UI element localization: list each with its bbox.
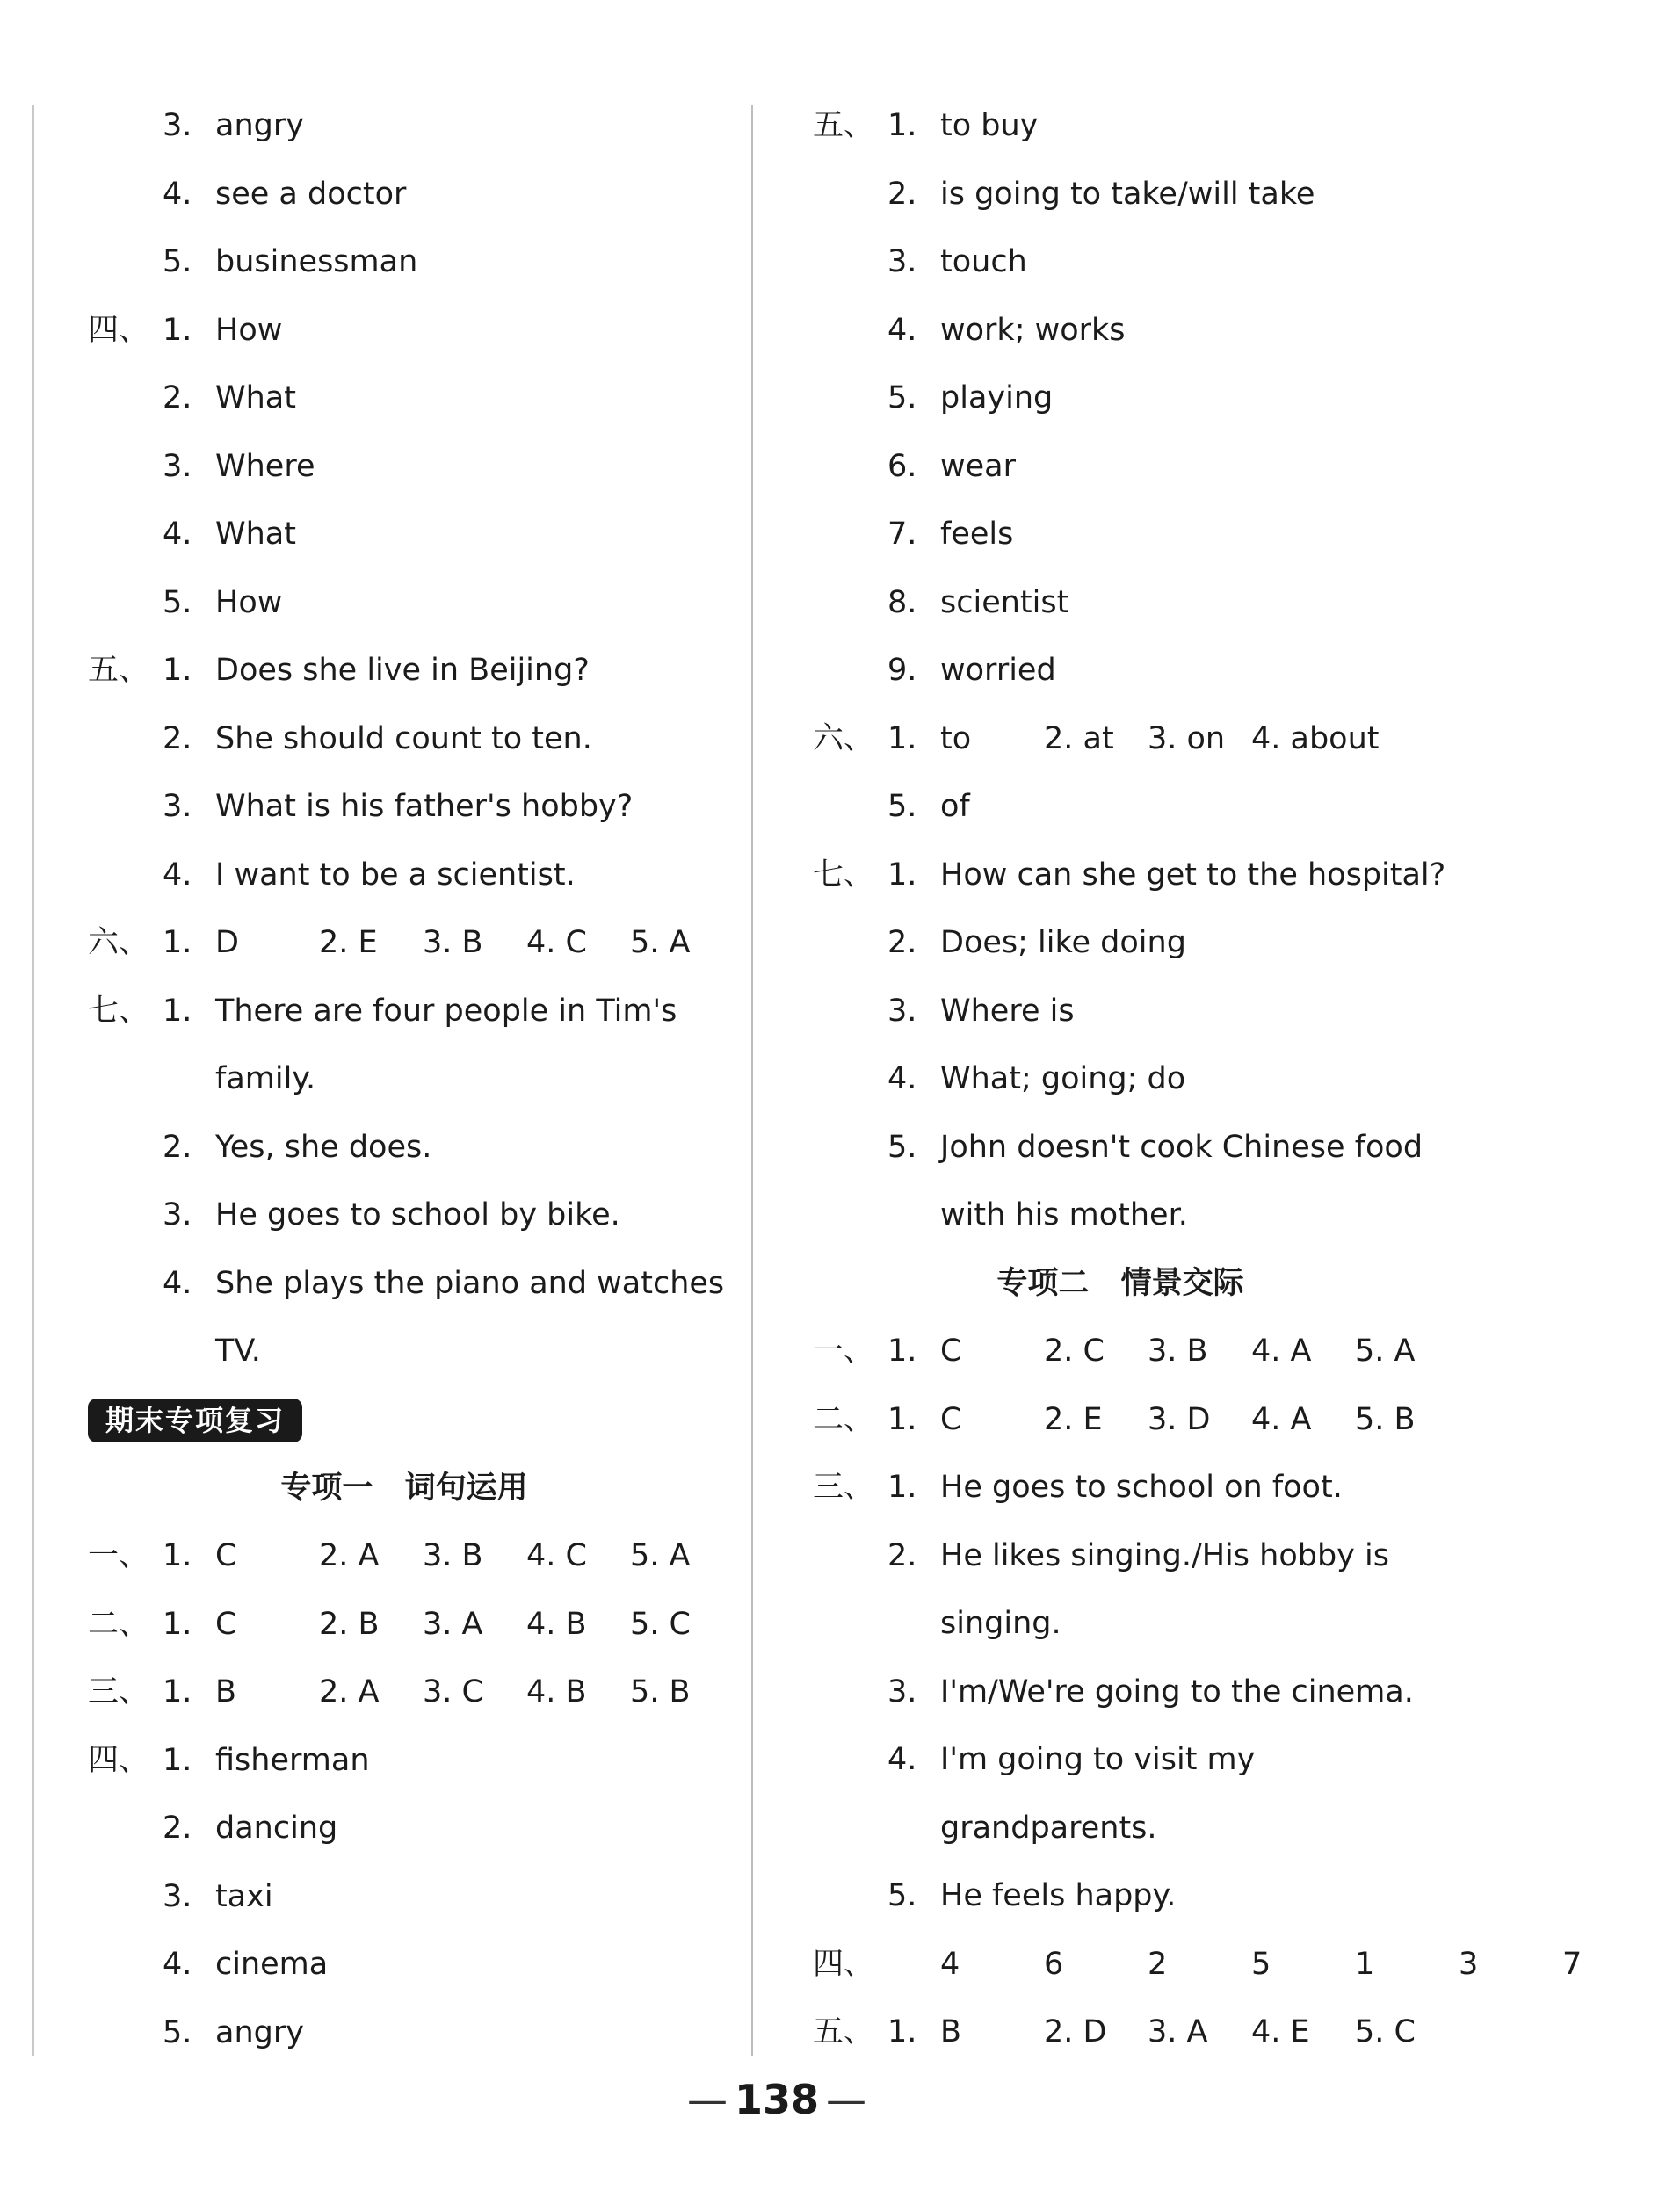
answer-row — [88, 1863, 721, 1932]
answer-choice: 5. A — [630, 1538, 691, 1573]
answer-choice: B — [215, 1674, 237, 1710]
item-number: 1. — [163, 1538, 192, 1573]
page-footer — [0, 2073, 1554, 2126]
left-answer-list — [88, 92, 725, 1386]
item-number: 4. — [163, 857, 192, 893]
section-number: 七、 — [88, 993, 150, 1029]
answer-row — [88, 1931, 721, 1999]
answer-row — [88, 1114, 721, 1182]
answer-choice: 3. B — [423, 1538, 483, 1573]
answer-choice: 4. C — [526, 925, 587, 960]
answer-choice: 2. A — [319, 1674, 380, 1710]
answer-row — [88, 773, 721, 842]
answer-row — [813, 842, 1446, 910]
heading-part: 专项二 — [996, 1265, 1090, 1301]
answer-text: worried — [940, 653, 1056, 688]
item-number: 3. — [163, 789, 192, 824]
item-number: 1. — [887, 1470, 917, 1505]
answer-row — [88, 297, 721, 365]
answer-text: of — [940, 789, 970, 824]
answer-row — [88, 1318, 721, 1386]
item-number: 1. — [163, 1606, 192, 1642]
item-number: 5. — [163, 244, 192, 279]
answer-text: John doesn't cook Chinese food — [940, 1129, 1423, 1165]
answer-choice: 5. B — [630, 1674, 691, 1710]
answer-choice: 3. B — [423, 925, 483, 960]
answer-text: angry — [215, 108, 304, 143]
item-number: 3. — [163, 1197, 192, 1233]
answer-row — [88, 1659, 721, 1727]
answer-text: She should count to ten. — [215, 720, 592, 756]
answer-text: How can she get to the hospital? — [940, 857, 1446, 893]
item-number: 3. — [887, 244, 917, 279]
answer-choice: to — [940, 720, 972, 756]
answer-text — [215, 1522, 734, 1591]
answer-text: I'm/We're going to the cinema. — [940, 1673, 1414, 1710]
answer-text: Where — [215, 448, 315, 484]
item-number: 2. — [887, 925, 917, 960]
answer-row — [88, 1795, 721, 1863]
answer-choice: 5. C — [1355, 2014, 1416, 2049]
answer-row — [813, 365, 1428, 433]
answer-row — [813, 1522, 1428, 1591]
answer-choice: 2. E — [1044, 1401, 1103, 1437]
answer-text: work; works — [940, 312, 1126, 348]
item-number: 5. — [887, 1129, 917, 1165]
answer-choice: 7 — [1562, 1946, 1583, 1982]
answer-row — [813, 433, 1428, 502]
answer-text: What — [215, 517, 296, 552]
answer-text: Yes, she does. — [215, 1129, 432, 1165]
answer-choice: 5. A — [1355, 1334, 1416, 1369]
answer-choice: 5. C — [630, 1606, 691, 1642]
section-heading-1 — [88, 1455, 721, 1523]
answer-row — [813, 1114, 1428, 1182]
section-number: 二、 — [88, 1606, 150, 1642]
answer-text: I want to be a scientist. — [215, 857, 576, 893]
answer-row — [88, 978, 721, 1046]
answer-text: scientist — [940, 584, 1069, 620]
answer-text: Does; like doing — [940, 925, 1186, 960]
answer-row — [813, 161, 1428, 229]
answer-row — [813, 1931, 1583, 1999]
answer-choice: 3. A — [423, 1606, 483, 1642]
answer-row — [813, 1386, 1428, 1455]
answer-text — [940, 1999, 1459, 2067]
item-number: 4. — [887, 1742, 917, 1777]
item-number: 4. — [887, 312, 917, 348]
item-number: 1. — [163, 653, 192, 688]
answer-row — [88, 842, 721, 910]
answer-choice: 5. A — [630, 925, 691, 960]
answer-row — [813, 1795, 1428, 1863]
answer-text — [215, 1659, 734, 1727]
answer-choice: 2. E — [319, 925, 378, 960]
answer-choice: 4 — [940, 1946, 960, 1982]
answer-text: taxi — [215, 1878, 273, 1914]
answer-text: How — [215, 312, 283, 348]
item-number: 4. — [163, 517, 192, 552]
answer-choice: 1 — [1355, 1946, 1375, 1982]
page-edge-shadow — [32, 105, 34, 2056]
answer-text: feels — [940, 517, 1014, 552]
section-number: 一、 — [88, 1538, 150, 1573]
answer-text — [940, 1318, 1459, 1386]
section-number: 二、 — [813, 1401, 875, 1437]
answer-choice: C — [215, 1606, 237, 1642]
item-number: 1. — [163, 925, 192, 960]
answer-text: There are four people in Tim's — [215, 993, 677, 1029]
section-number: 四、 — [813, 1946, 875, 1982]
answer-row — [813, 92, 1428, 161]
item-number: 2. — [163, 1811, 192, 1846]
answer-text: grandparents. — [940, 1810, 1157, 1846]
answer-row — [88, 228, 721, 297]
item-number: 1. — [163, 312, 192, 348]
answer-row — [813, 297, 1428, 365]
answer-choice: 2. C — [1044, 1334, 1105, 1369]
item-number: 1. — [887, 108, 917, 143]
answer-text: to buy — [940, 108, 1039, 143]
answer-choice: 2 — [1148, 1946, 1168, 1982]
section-tag-row — [88, 1386, 721, 1455]
item-number: 2. — [163, 1129, 192, 1165]
item-number: 2. — [887, 176, 917, 212]
page-number: 138 — [734, 2076, 820, 2123]
answer-text: What is his father's hobby? — [215, 789, 634, 824]
item-number: 1. — [163, 1674, 192, 1710]
answer-row — [813, 1045, 1428, 1114]
section-heading-2 — [813, 1250, 1428, 1319]
item-number: 1. — [887, 2014, 917, 2049]
answer-text: family. — [215, 1061, 316, 1096]
answer-choice: 4. A — [1251, 1334, 1312, 1369]
answer-row — [88, 1727, 721, 1796]
item-number: 5. — [163, 584, 192, 620]
section-number: 三、 — [88, 1674, 150, 1710]
answer-row — [813, 773, 1428, 842]
footer-dash-icon: — — [826, 2076, 867, 2123]
answer-text: Where is — [940, 993, 1075, 1029]
section-number: 七、 — [813, 857, 875, 893]
column-divider — [751, 105, 753, 2056]
answer-choice: 4. B — [526, 1606, 587, 1642]
answer-text: He goes to school on foot. — [940, 1470, 1343, 1505]
section-number: 四、 — [88, 312, 150, 348]
answer-row — [813, 1590, 1428, 1659]
footer-dash-icon: — — [686, 2076, 728, 2123]
answer-text: see a doctor — [215, 176, 407, 212]
answer-row — [88, 1182, 721, 1250]
item-number: 2. — [887, 1537, 917, 1573]
heading-part: 词句运用 — [404, 1470, 528, 1506]
answer-choice: 3 — [1459, 1946, 1479, 1982]
answer-row — [813, 1659, 1428, 1727]
item-number: 5. — [887, 1878, 917, 1913]
answer-choice: D — [215, 925, 239, 960]
section-number: 四、 — [88, 1742, 150, 1778]
item-number: 1. — [887, 1401, 917, 1437]
section-number: 三、 — [813, 1470, 875, 1505]
item-number: 5. — [887, 789, 917, 824]
item-number: 2. — [163, 720, 192, 756]
answer-text: businessman — [215, 244, 418, 279]
item-number: 3. — [887, 1673, 917, 1710]
answer-text: angry — [215, 2014, 304, 2050]
answer-text: cinema — [215, 1947, 329, 1982]
answer-text: TV. — [215, 1334, 261, 1369]
answer-text: She plays the piano and watches — [215, 1265, 725, 1301]
answer-text: playing — [940, 380, 1054, 416]
answer-text: is going to take/will take — [940, 176, 1315, 212]
section-number: 六、 — [813, 720, 875, 756]
item-number: 5. — [163, 2014, 192, 2050]
answer-row — [88, 909, 721, 978]
answer-row — [813, 1318, 1428, 1386]
answer-choice: 4. E — [1251, 2014, 1310, 2049]
answer-text — [215, 1591, 734, 1659]
answer-row — [88, 501, 721, 569]
answer-row — [88, 1045, 721, 1114]
answer-text: He feels happy. — [940, 1878, 1177, 1913]
answer-text — [215, 909, 734, 978]
answer-choice: C — [940, 1334, 962, 1369]
item-number: 4. — [163, 176, 192, 212]
answer-row — [813, 1454, 1428, 1522]
item-number: 1. — [887, 720, 917, 756]
answer-choice: 2. D — [1044, 2014, 1107, 2049]
answer-text: touch — [940, 244, 1027, 279]
right-answer-list-2 — [813, 1318, 1583, 2067]
answer-row — [88, 365, 721, 433]
answer-row — [813, 909, 1428, 978]
answer-row — [88, 92, 721, 161]
item-number: 6. — [887, 448, 917, 484]
answer-choice: 3. C — [423, 1674, 483, 1710]
left-answer-list-2 — [88, 1522, 721, 2067]
answer-text: How — [215, 584, 283, 620]
answer-choice: 3. B — [1148, 1334, 1208, 1369]
item-number: 4. — [887, 1061, 917, 1096]
answer-choice: 2. at — [1044, 720, 1114, 756]
answer-row — [88, 1591, 721, 1659]
answer-text: He likes singing./His hobby is — [940, 1537, 1389, 1573]
answer-text: I'm going to visit my — [940, 1742, 1256, 1777]
answer-choice: 4. C — [526, 1538, 587, 1573]
answer-text — [940, 1931, 1666, 1999]
answer-text: He goes to school by bike. — [215, 1197, 620, 1233]
answer-row — [88, 705, 721, 774]
section-number: 五、 — [88, 653, 150, 688]
answer-row — [813, 501, 1428, 569]
item-number: 1. — [163, 993, 192, 1029]
item-number: 3. — [163, 108, 192, 143]
answer-choice: 2. A — [319, 1538, 380, 1573]
heading-part: 情景交际 — [1120, 1265, 1244, 1301]
answer-text: fisherman — [215, 1742, 370, 1778]
heading-part: 专项一 — [280, 1470, 373, 1506]
answer-text: dancing — [215, 1811, 338, 1846]
item-number: 7. — [887, 517, 917, 552]
answer-text: What; going; do — [940, 1061, 1186, 1096]
answer-row — [88, 161, 721, 229]
answer-row — [813, 1726, 1428, 1795]
section-number: 一、 — [813, 1334, 875, 1369]
item-number: 4. — [163, 1265, 192, 1301]
item-number: 8. — [887, 584, 917, 620]
answer-row — [813, 569, 1428, 638]
answer-text: Does she live in Beijing? — [215, 653, 590, 688]
answer-choice: 5 — [1251, 1946, 1271, 1982]
answer-text: wear — [940, 448, 1016, 484]
answer-choice: B — [940, 2014, 962, 2049]
final-review-tag: 期末专项复习 — [88, 1399, 302, 1442]
item-number: 9. — [887, 653, 917, 688]
item-number: 1. — [163, 1742, 192, 1778]
answer-text: singing. — [940, 1606, 1061, 1641]
answer-row — [88, 433, 721, 502]
answer-text — [940, 705, 1428, 774]
answer-choice: 3. on — [1148, 720, 1226, 756]
answer-choice: 4. A — [1251, 1401, 1312, 1437]
item-number: 3. — [163, 448, 192, 484]
answer-choice: C — [215, 1538, 237, 1573]
section-number: 五、 — [813, 108, 875, 143]
answer-row — [813, 1999, 1428, 2067]
item-number: 5. — [887, 380, 917, 416]
left-column — [88, 92, 725, 2067]
answer-choice: 3. D — [1148, 1401, 1211, 1437]
answer-choice: C — [940, 1401, 962, 1437]
answer-row — [813, 705, 1428, 774]
item-number: 1. — [887, 1334, 917, 1369]
answer-row — [813, 1862, 1428, 1931]
item-number: 4. — [163, 1947, 192, 1982]
answer-row — [88, 569, 721, 638]
item-number: 2. — [163, 380, 192, 416]
answer-row — [88, 1250, 725, 1319]
answer-choice: 3. A — [1148, 2014, 1208, 2049]
answer-choice: 4. about — [1251, 720, 1380, 756]
answer-choice: 5. B — [1355, 1401, 1416, 1437]
answer-choice: 6 — [1044, 1946, 1064, 1982]
item-number: 3. — [887, 993, 917, 1029]
answer-row — [813, 978, 1428, 1046]
right-column — [813, 92, 1583, 2067]
answer-row — [813, 637, 1428, 705]
item-number: 3. — [163, 1878, 192, 1914]
section-number: 六、 — [88, 925, 150, 960]
answer-choice: 4. B — [526, 1674, 587, 1710]
answer-row — [88, 1522, 721, 1591]
answer-row — [88, 637, 721, 705]
section-number: 五、 — [813, 2014, 875, 2049]
item-number: 1. — [887, 857, 917, 893]
answer-choice: 2. B — [319, 1606, 380, 1642]
answer-row — [88, 1999, 721, 2068]
answer-text: with his mother. — [940, 1197, 1188, 1233]
right-answer-list — [813, 92, 1446, 1250]
answer-text — [940, 1386, 1459, 1455]
answer-row — [813, 228, 1428, 297]
answer-row — [813, 1182, 1428, 1250]
answer-text: What — [215, 380, 296, 416]
